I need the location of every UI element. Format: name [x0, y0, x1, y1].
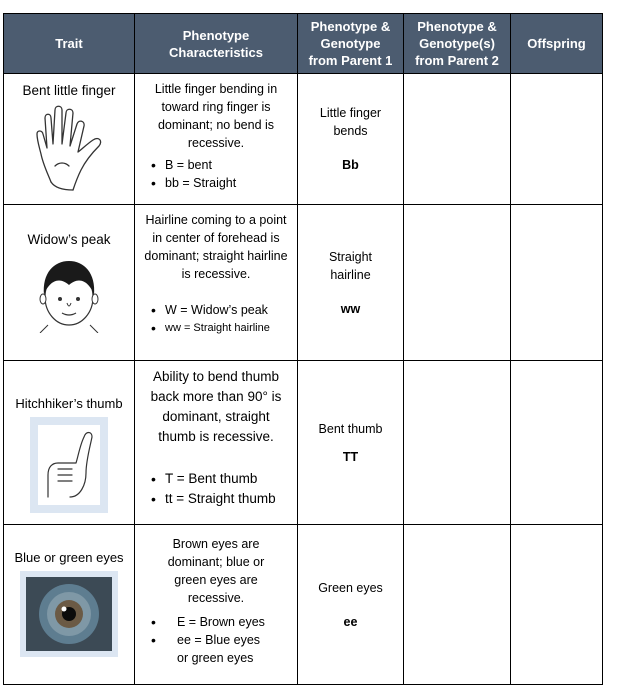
trait-cell	[4, 525, 135, 685]
table-row	[4, 361, 603, 525]
offspring-cell[interactable]	[511, 361, 603, 525]
trait-name: Bent little finger	[22, 83, 116, 98]
header-parent1	[298, 14, 404, 74]
table-row	[4, 525, 603, 685]
trait-cell	[4, 205, 135, 361]
header-pc-line1: Phenotype	[182, 27, 250, 43]
phenotype-description: Little finger bending in toward ring finger is dominant; no bend is recessive.	[154, 82, 278, 150]
header-p1-line1: Phenotype &	[310, 19, 391, 34]
trait-name: Blue or green eyes	[14, 550, 124, 565]
offspring-cell[interactable]	[511, 74, 603, 205]
offspring-cell[interactable]	[511, 525, 603, 685]
header-trait: Trait	[4, 14, 135, 74]
allele-item: • tt = Straight thumb	[143, 489, 289, 509]
hand-outline-icon	[29, 104, 109, 192]
header-row	[4, 14, 603, 74]
parent1-genotype: ee	[343, 614, 358, 629]
header-p2-line1: Phenotype &	[417, 19, 497, 34]
parent2-cell[interactable]	[404, 361, 511, 525]
face-widows-peak-icon	[34, 253, 104, 333]
allele-list	[143, 613, 289, 667]
allele-item: • E = Brown eyes	[143, 613, 289, 631]
phenotype-description-cell	[135, 361, 298, 525]
parent1-phenotype: Straight hairline	[328, 249, 373, 282]
parent1-phenotype: Little finger bends	[319, 106, 382, 138]
parent2-cell[interactable]	[404, 205, 511, 361]
allele-item: • B = bent	[143, 156, 289, 174]
table-row	[4, 74, 603, 205]
phenotype-description-cell	[135, 74, 298, 205]
allele-list	[143, 301, 289, 337]
header-phenotype-characteristics	[135, 14, 298, 74]
phenotype-description: Ability to bend thumb back more than 90° is dominant, straight thumb is recessive.	[150, 369, 282, 444]
allele-item: • ww = Straight hairline	[143, 319, 289, 337]
trait-cell	[4, 361, 135, 525]
parent1-phenotype: Bent thumb	[318, 421, 383, 436]
phenotype-description-cell	[135, 525, 298, 685]
parent1-genotype: Bb	[342, 158, 359, 172]
parent1-genotype: ww	[340, 301, 361, 316]
phenotype-description: Hairline coming to a point in center of forehead is dominant; straight hairline is recessive.	[144, 213, 288, 281]
trait-name: Widow’s peak	[27, 232, 111, 247]
header-p2-line2: Genotype(s)	[419, 36, 495, 51]
header-parent2	[404, 14, 511, 74]
thumb-bend-icon	[30, 417, 108, 513]
trait-name: Hitchhiker’s thumb	[15, 396, 123, 411]
allele-item: • W = Widow’s peak	[143, 301, 289, 319]
allele-item: • bb = Straight	[143, 174, 289, 192]
allele-item: • T = Bent thumb	[143, 469, 289, 489]
phenotype-description: Brown eyes are dominant; blue or green eyes are recessive.	[167, 537, 265, 605]
allele-list	[143, 156, 289, 192]
header-offspring: Offspring	[511, 14, 603, 74]
parent2-cell[interactable]	[404, 525, 511, 685]
parent1-phenotype: Green eyes	[318, 580, 383, 595]
parent1-cell	[298, 205, 404, 361]
header-p1-line3: from Parent 1	[308, 53, 393, 68]
offspring-cell[interactable]	[511, 205, 603, 361]
header-pc-line2: Characteristics	[169, 44, 263, 60]
parent1-genotype: TT	[342, 449, 359, 464]
header-p2-line3: from Parent 2	[415, 53, 499, 68]
trait-cell	[4, 74, 135, 205]
table-row	[4, 205, 603, 361]
phenotype-description-cell	[135, 205, 298, 361]
eye-iris-icon	[20, 571, 118, 657]
header-p1-line2: Genotype	[320, 36, 381, 51]
parent1-cell	[298, 74, 404, 205]
allele-list	[143, 469, 289, 509]
allele-item: • ee = Blue eyes or green eyes	[143, 631, 289, 667]
parent1-cell	[298, 361, 404, 525]
parent2-cell[interactable]	[404, 74, 511, 205]
parent1-cell	[298, 525, 404, 685]
trait-table	[3, 13, 603, 685]
